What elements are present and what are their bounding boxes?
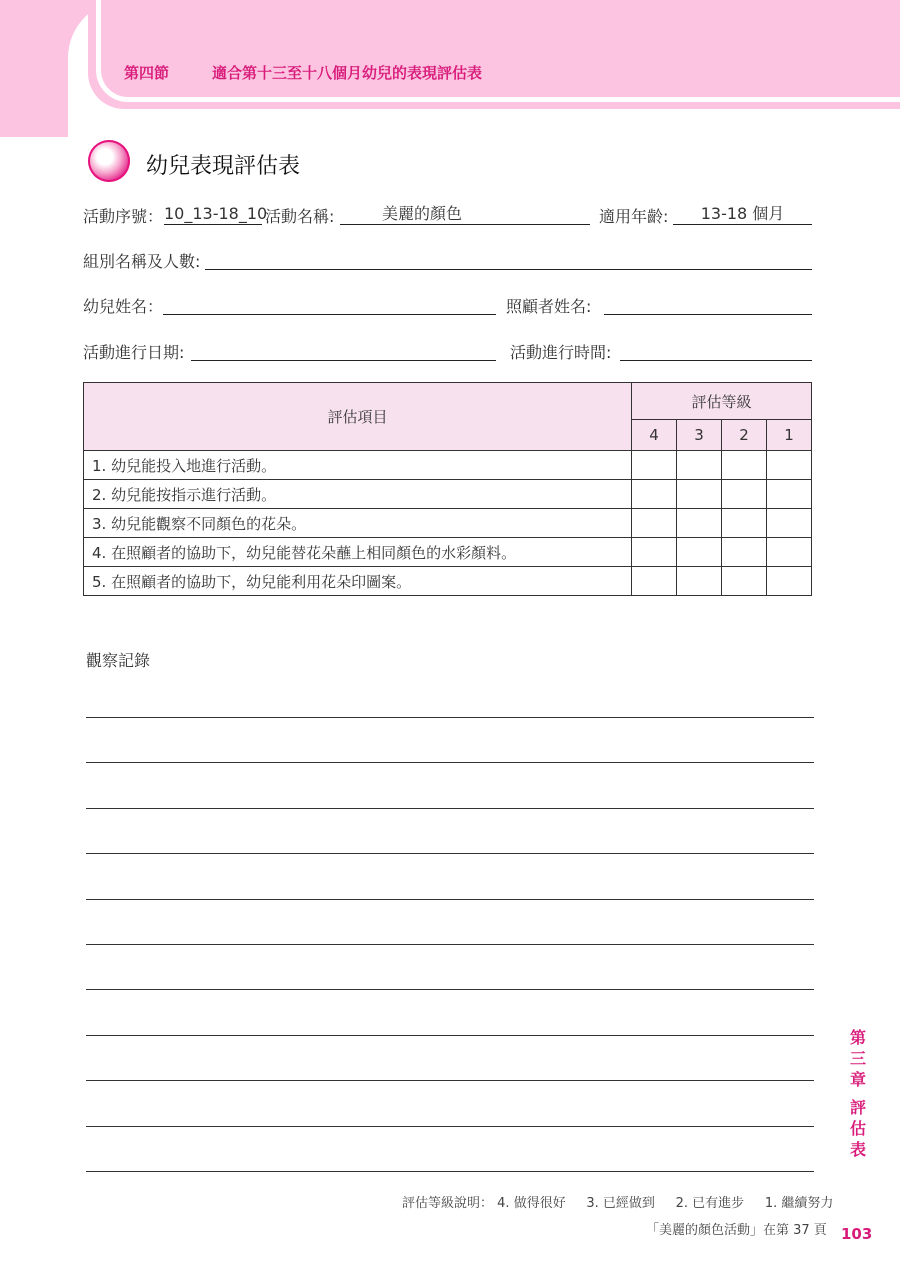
grade-header: 評估等級 [632, 383, 812, 420]
observation-line[interactable] [86, 853, 814, 854]
grade-cell[interactable] [722, 538, 767, 567]
table-row [84, 509, 812, 538]
grade-cell[interactable] [632, 538, 677, 567]
legend-item: 1. 繼續努力 [764, 1196, 834, 1211]
bullet-orb-icon [88, 140, 130, 182]
page-title: 幼兒表現評估表 [146, 154, 301, 179]
side-char: 三 [849, 1049, 866, 1068]
item-text: 3. 幼兒能觀察不同顏色的花朵。 [84, 509, 632, 538]
evaluation-table [83, 382, 812, 596]
activity-no-field[interactable]: 10_13-18_10 [164, 204, 268, 223]
grade-cell[interactable] [677, 451, 722, 480]
group-label: 組別名稱及人數: [83, 252, 201, 271]
date-label: 活動進行日期: [83, 343, 185, 362]
grade-3-header: 3 [677, 420, 722, 451]
grade-cell[interactable] [632, 509, 677, 538]
observation-line[interactable] [86, 1126, 814, 1127]
table-row [84, 451, 812, 480]
grade-cell[interactable] [767, 509, 812, 538]
side-char: 表 [849, 1140, 866, 1159]
header-white-stripe [96, 0, 900, 102]
observation-title: 觀察記錄 [86, 651, 151, 670]
legend-item: 2. 已有進步 [675, 1196, 745, 1211]
observation-line[interactable] [86, 1171, 814, 1172]
child-name-field[interactable] [163, 294, 496, 315]
time-field[interactable] [620, 340, 812, 361]
item-text: 2. 幼兒能按指示進行活動。 [84, 480, 632, 509]
grade-legend [402, 1192, 833, 1211]
activity-name-label: 活動名稱: [265, 207, 335, 226]
grade-4-header: 4 [632, 420, 677, 451]
observation-line[interactable] [86, 808, 814, 809]
grade-cell[interactable] [677, 538, 722, 567]
grade-cell[interactable] [632, 567, 677, 596]
item-text: 1. 幼兒能投入地進行活動。 [84, 451, 632, 480]
section-title: 適合第十三至十八個月幼兒的表現評估表 [212, 64, 483, 82]
grade-cell[interactable] [677, 567, 722, 596]
observation-line[interactable] [86, 899, 814, 900]
grade-cell[interactable] [677, 480, 722, 509]
page-number: 103 [841, 1225, 873, 1243]
grade-cell[interactable] [722, 567, 767, 596]
item-text: 5. 在照顧者的協助下，幼兒能利用花朵印圖案。 [84, 567, 632, 596]
item-header: 評估項目 [84, 383, 632, 451]
table-row [84, 538, 812, 567]
grade-cell[interactable] [632, 451, 677, 480]
side-char: 評 [849, 1098, 866, 1117]
date-field[interactable] [191, 340, 496, 361]
grade-cell[interactable] [632, 480, 677, 509]
grade-cell[interactable] [767, 451, 812, 480]
observation-line[interactable] [86, 717, 814, 718]
grade-cell[interactable] [767, 567, 812, 596]
grade-cell[interactable] [767, 480, 812, 509]
age-label: 適用年齡: [599, 207, 669, 226]
side-char: 章 [849, 1070, 866, 1089]
group-field[interactable] [205, 249, 812, 270]
observation-line[interactable] [86, 944, 814, 945]
activity-name-field[interactable]: 美麗的顏色 [340, 204, 590, 225]
time-label: 活動進行時間: [510, 343, 612, 362]
side-char: 第 [849, 1028, 866, 1047]
section-label: 第四節 [124, 64, 170, 82]
side-char: 估 [849, 1119, 866, 1138]
legend-item: 4. 做得很好 [497, 1196, 566, 1211]
item-text: 4. 在照顧者的協助下，幼兒能替花朵蘸上相同顏色的水彩顏料。 [84, 538, 632, 567]
legend-prefix: 評估等級說明： [402, 1196, 494, 1211]
activity-no-label: 活動序號： [83, 207, 164, 226]
grade-1-header: 1 [767, 420, 812, 451]
table-row [84, 480, 812, 509]
legend-item: 3. 已經做到 [586, 1196, 655, 1211]
grade-cell[interactable] [722, 480, 767, 509]
observation-line[interactable] [86, 1035, 814, 1036]
age-field[interactable]: 13-18 個月 [673, 204, 812, 225]
side-name-label [848, 1097, 868, 1160]
grade-cell[interactable] [767, 538, 812, 567]
observation-line[interactable] [86, 762, 814, 763]
carer-name-field[interactable] [604, 294, 812, 315]
page-reference: 「美麗的顏色活動」在第 37 頁 [646, 1223, 827, 1238]
carer-name-label: 照顧者姓名: [506, 297, 592, 316]
observation-line[interactable] [86, 1080, 814, 1081]
observation-line[interactable] [86, 989, 814, 990]
grade-cell[interactable] [677, 509, 722, 538]
grade-cell[interactable] [722, 451, 767, 480]
side-chapter-label [848, 1027, 868, 1090]
table-row [84, 567, 812, 596]
child-name-label: 幼兒姓名： [83, 297, 164, 316]
grade-cell[interactable] [722, 509, 767, 538]
grade-2-header: 2 [722, 420, 767, 451]
